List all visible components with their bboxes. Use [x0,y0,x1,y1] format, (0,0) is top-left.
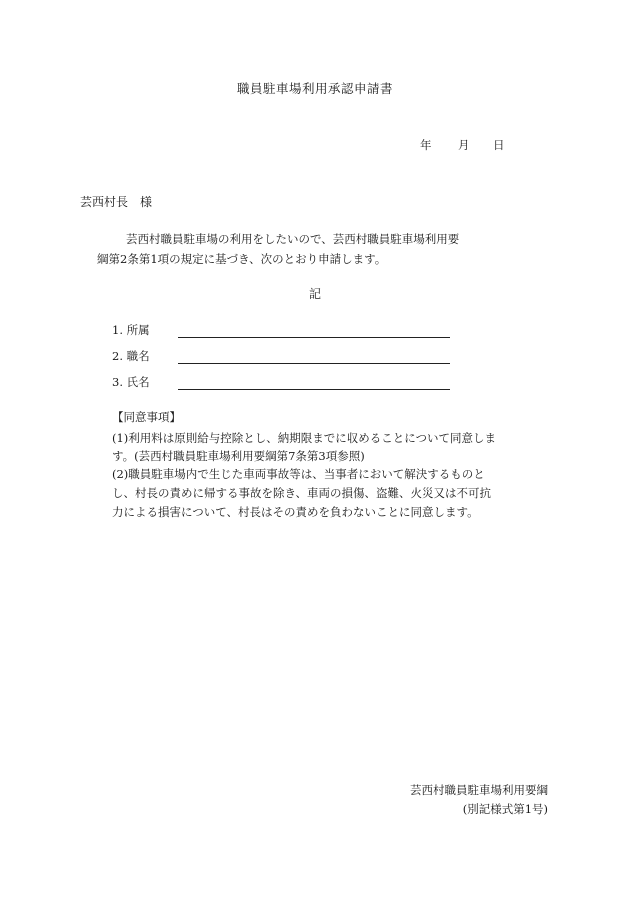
ki-heading: 記 [308,287,321,301]
field-blank-line[interactable] [178,389,450,390]
field-blank-line[interactable] [178,363,450,364]
field-label: 3. 氏名 [112,375,150,389]
consent-line: し、村長の責めに帰する事故を除き、車両の損傷、盗難、火災又は不可抗 [112,486,492,500]
request-text-line-1: 芸西村職員駐車場の利用をしたいので、芸西村職員駐車場利用要 [126,232,460,246]
date-month-label: 月 [458,138,470,152]
consent-line: (1)利用料は原則給与控除とし、納期限までに収めることについて同意しま [112,431,497,445]
document-title: 職員駐車場利用承認申請書 [236,81,393,96]
date-line [420,137,505,153]
consent-line: 力による損害について、村長はその責めを負わないことに同意します。 [112,505,479,519]
date-year-label: 年 [420,138,432,152]
field-blank-line[interactable] [178,337,450,338]
date-day-label: 日 [493,138,505,152]
footer-form-number: (別記様式第1号) [462,802,548,816]
consent-heading: 【同意事項】 [112,410,181,424]
consent-line: す。(芸西村職員駐車場利用要綱第7条第3項参照) [112,449,365,463]
consent-line: (2)職員駐車場内で生じた車両事故等は、当事者において解決するものと [112,467,485,481]
request-text-line-2: 綱第2条第1項の規定に基づき、次のとおり申請します。 [97,252,387,266]
field-label: 2. 職名 [112,349,150,363]
addressee: 芸西村長 様 [80,195,153,209]
footer-source: 芸西村職員駐車場利用要綱 [410,783,548,797]
field-label: 1. 所属 [112,323,150,337]
